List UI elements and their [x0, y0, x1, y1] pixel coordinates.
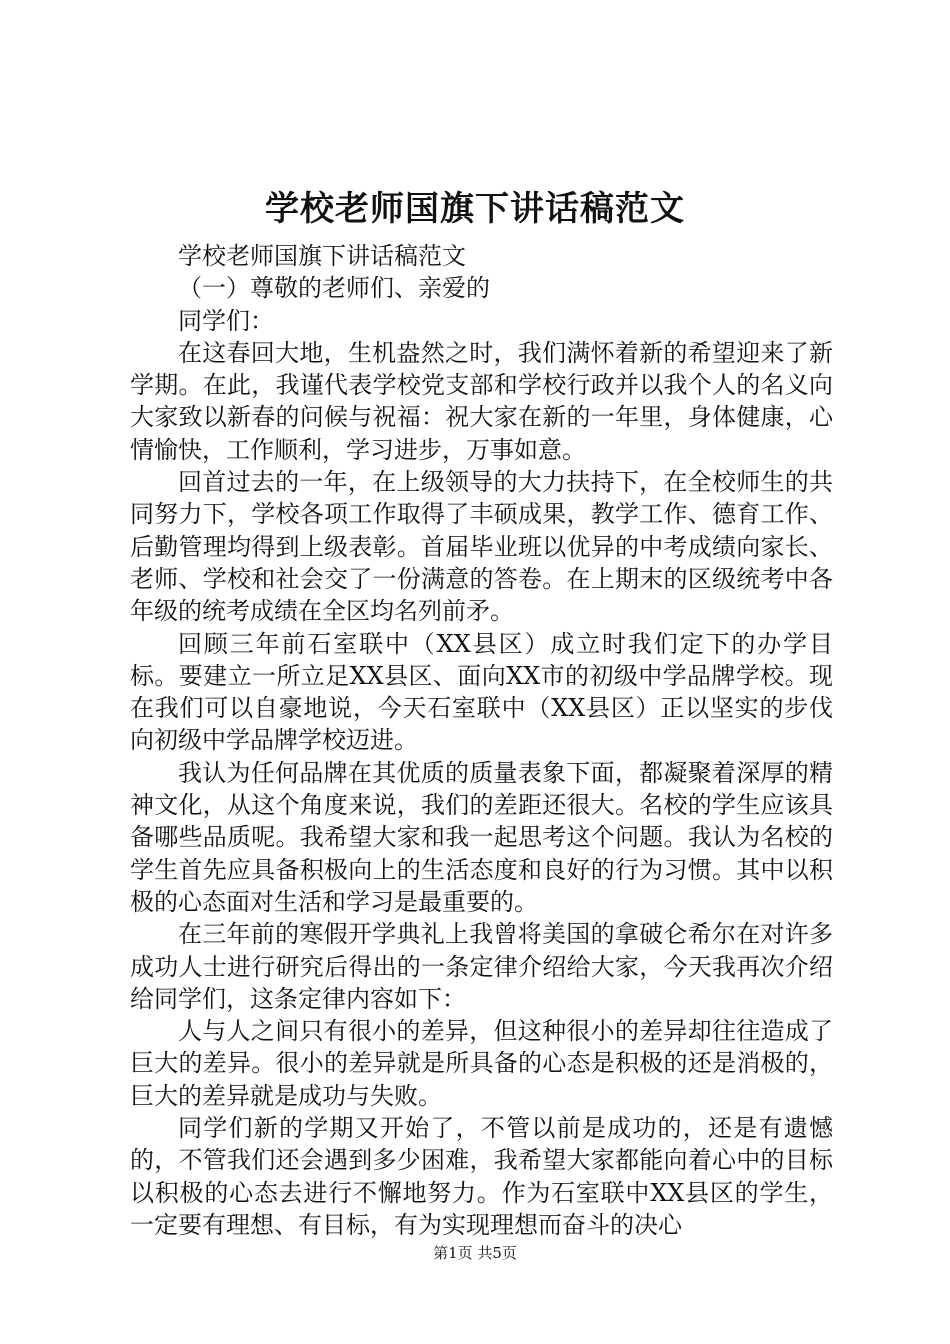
document-title: 学校老师国旗下讲话稿范文 [265, 189, 685, 229]
paragraph: 回首过去的一年，在上级领导的大力扶持下，在全校师生的共同努力下，学校各项工作取得了丰硕成果，教学工作、德育工作、后勤管理均得到上级表彰。首届毕业班以优异的中考成绩向家长、老师、学校和社会交了一份满意的答卷。在上期末的区级统考中各年级的统考成绩在全区均名列前矛。 [130, 468, 833, 626]
paragraph: 回顾三年前石室联中（XX县区）成立时我们定下的办学目标。要建立一所立足XX县区、面向XX市的初级中学品牌学校。现在我们可以自豪地说，今天石室联中（XX县区）正以坚实的步伐向初级中学品牌学校迈进。 [130, 629, 833, 755]
paragraph: 我认为任何品牌在其优质的质量表象下面，都凝聚着深厚的精神文化，从这个角度来说，我们的差距还很大。名校的学生应该具备哪些品质呢。我希望大家和我一起思考这个问题。我认为名校的学生首先应具备积极向上的生活态度和良好的行为习惯。其中以积极的心态面对生活和学习是最重要的。 [130, 758, 833, 916]
page-footer: 第1页 共5页 [433, 1244, 517, 1262]
paragraph-salutation: （一）尊敬的老师们、亲爱的 [178, 274, 490, 303]
paragraph: 同学们新的学期又开始了，不管以前是成功的，还是有遗憾的，不管我们还会遇到多少困难，我希望大家都能向着心中的目标以积极的心态去进行不懈地努力。作为石室联中XX县区的学生，一定要有理想、有目标，有为实现理想而奋斗的决心 [130, 1114, 833, 1239]
paragraph: 在三年前的寒假开学典礼上我曾将美国的拿破仑希尔在对许多成功人士进行研究后得出的一条定律介绍给大家，今天我再次介绍给同学们，这条定律内容如下： [130, 920, 833, 1013]
paragraph-subtitle: 学校老师国旗下讲话稿范文 [178, 242, 466, 270]
paragraph: 在这春回大地，生机盎然之时，我们满怀着新的希望迎来了新学期。在此，我谨代表学校党支部和学校行政并以我个人的名义向大家致以新春的问候与祝福：祝大家在新的一年里，身体健康，心情愉快，工作顺利，学习进步，万事如意。 [130, 338, 833, 464]
paragraph-salutation-cont: 同学们： [178, 306, 274, 335]
document-body [130, 240, 833, 1241]
paragraph: 人与人之间只有很小的差异，但这种很小的差异却往往造成了巨大的差异。很小的差异就是所具备的心态是积极的还是消极的，巨大的差异就是成功与失败。 [130, 1017, 833, 1110]
